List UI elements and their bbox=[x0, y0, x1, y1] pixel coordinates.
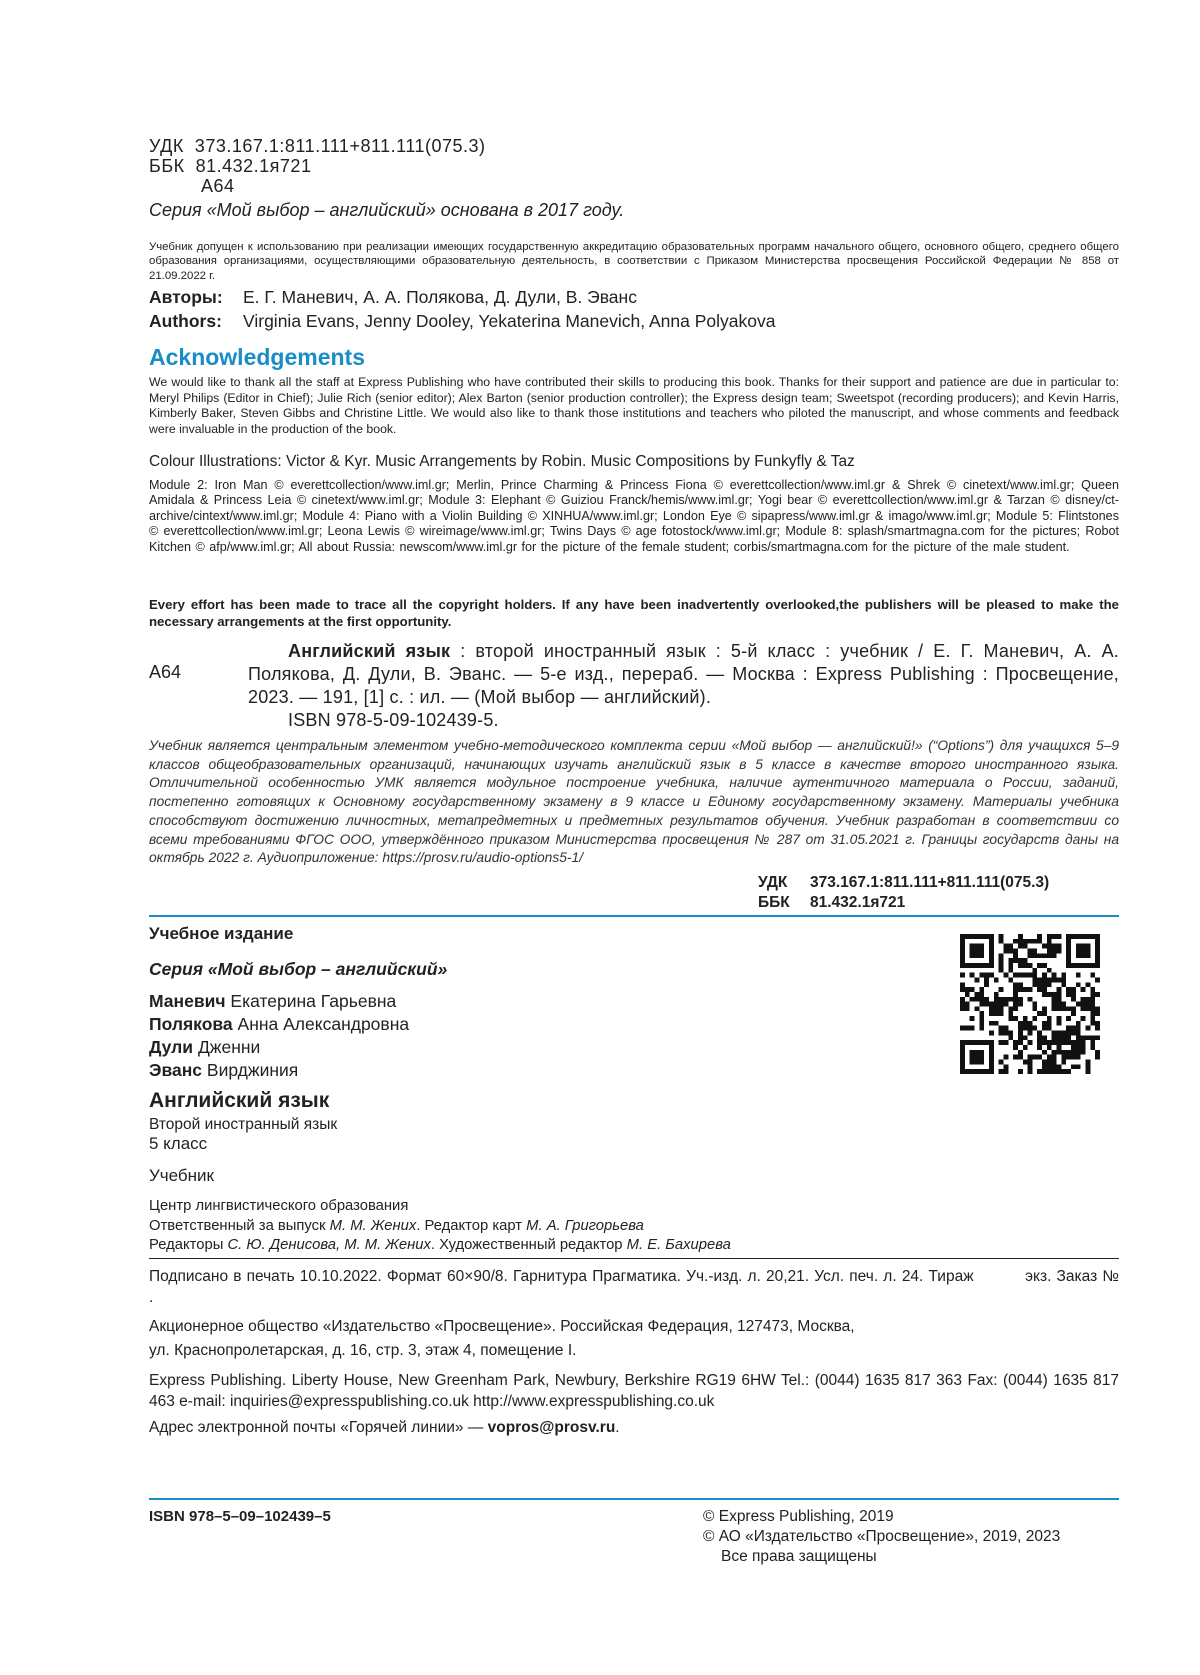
udk-value: 373.167.1:811.111+811.111(075.3) bbox=[810, 874, 1050, 891]
classification-block bbox=[149, 136, 486, 196]
udk-code: УДК 373.167.1:811.111+811.111(075.3) bbox=[149, 136, 486, 156]
center-name: Центр лингвистического образования bbox=[149, 1198, 409, 1214]
annotation: Учебник является центральным элементом учебно-методического комплекта серии «Мой выбор — английский!» (“Options”) для учащихся 5–9 классов общеобразовательных организаций, начинающих изучать английский язык в 5 классе в качестве второго иностранного языка. Отличительной особенностью УМК является модульное построение учебника, наличие аутентичного материала о России, заданий, постепенно готовящих к Основному государственному экзамену в 9 классе и Единому государственному экзамену. Материалы учебника способствуют достижению личностных, метапредметных и предметных результатов обучения. Учебник разработан в соответствии со всеми требованиями ФГОС ООО, утверждённого приказом Министерства просвещения № 287 от 31.05.2021 г. Границы государств даны на октябрь 2022 г. Аудиоприложение: https://prosv.ru/audio-options5-1/ bbox=[149, 738, 1119, 866]
author-row bbox=[149, 1013, 409, 1036]
copyright-notice: Every effort has been made to trace all the copyright holders. If any have been inadvertently overlooked,the publishers will be pleased to make the necessary arrangements at the first opportunity. bbox=[149, 597, 1119, 629]
author-sign: А64 bbox=[201, 176, 235, 196]
divider-middle bbox=[149, 1258, 1119, 1259]
biblio-isbn: ISBN 978-5-09-102439-5. bbox=[288, 710, 499, 730]
hotline-email: vopros@prosv.ru bbox=[487, 1419, 616, 1436]
module-credits: Module 2: Iron Man © everettcollection/www.iml.gr; Merlin, Prince Charming & Princess Fiona © everettcollection/www.iml.gr & Shrek © cinetext/www.iml.gr; Queen Amidala & Princess Leia © cinetext/www.iml.gr; Module 3: Elephant © Guiziou Franck/hemis/www.iml.gr; Yogi bear © everettcollection/www.iml.gr & Tarzan © disney/ct-archive/cintext/www.iml.gr; Module 4: Piano with a Violin Building © XINHUA/www.iml.gr; London Eye © sipapress/www.iml.gr & imago/www.iml.gr; Module 5: Flintstones © everettcollection/www.iml.gr; Leona Lewis © wireimage/www.iml.gr; Twins Days © age fotostock/www.iml.gr; Module 8: splash/smartmagna.com for the pictures; Robot Kitchen © afp/www.iml.gr; All about Russia: newscom/www.iml.gr for the picture of the female student; corbis/smartmagna.com for the picture of the male student. bbox=[149, 478, 1119, 554]
biblio-title: Английский язык bbox=[288, 641, 451, 661]
colour-credits: Colour Illustrations: Victor & Kyr. Music Arrangements by Robin. Music Compositions by Funkyfly & Taz bbox=[149, 453, 855, 470]
express-publishing-info: Express Publishing. Liberty House, New Greenham Park, Newbury, Berkshire RG19 6HW Tel.: (0044) 1635 817 363 Fax: (0044) 1635 817 463 e-mail: inquiries@expresspublishing.co.uk http://www.expresspublishing.co.uk bbox=[149, 1372, 1119, 1410]
authors-en bbox=[149, 311, 775, 332]
bbk-value: 81.432.1я721 bbox=[810, 894, 906, 911]
authors-ru-names: Е. Г. Маневич, А. А. Полякова, Д. Дули, В. Эванс bbox=[243, 287, 637, 307]
bibliographic-record bbox=[248, 640, 1119, 732]
copyright-block bbox=[703, 1507, 1060, 1567]
authors-ru-label: Авторы: bbox=[149, 287, 223, 307]
qr-code bbox=[960, 934, 1100, 1074]
classification-right bbox=[758, 873, 1049, 913]
authors-en-label: Authors: bbox=[149, 311, 222, 331]
isbn-footer: ISBN 978–5–09–102439–5 bbox=[149, 1508, 331, 1525]
author-name: Екатерина Гарьевна bbox=[230, 991, 397, 1011]
staff-line-2: Редакторы С. Ю. Денисова, М. М. Жених. Художественный редактор М. Е. Бахирева bbox=[149, 1237, 731, 1253]
book-type: Учебник bbox=[149, 1166, 214, 1185]
author-surname: Полякова bbox=[149, 1014, 233, 1034]
author-row bbox=[149, 1036, 409, 1059]
approval-text: Учебник допущен к использованию при реализации имеющих государственную аккредитацию образовательных программ начального общего, основного общего, среднего общего образования организациями, осуществляющими образовательную деятельность, в соответствии с Приказом Министерства просвещения Российской Федерации № 858 от 21.09.2022 г. bbox=[149, 241, 1119, 282]
author-name: Вирджиния bbox=[206, 1060, 299, 1080]
biblio-description: : второй иностранный язык : 5-й класс : учебник / Е. Г. Маневич, А. А. Полякова, Д. Дули, В. Эванс. — 5-е изд., перераб. — Москва : Express Publishing : Просвещение, 2023. — 191, [1] с. : ил. — (Мой выбор — английский). bbox=[248, 641, 1120, 707]
author-row bbox=[149, 1059, 409, 1082]
publisher-line-1: Акционерное общество «Издательство «Просвещение». Российская Федерация, 127473, Москва, bbox=[149, 1318, 855, 1335]
bbk-label: ББК bbox=[758, 894, 790, 911]
author-name: Анна Александровна bbox=[237, 1014, 410, 1034]
printing-info: Подписано в печать 10.10.2022. Формат 60×90/8. Гарнитура Прагматика. Уч.-изд. л. 20,21. Усл. печ. л. 24. Тираж экз. Заказ № . bbox=[149, 1268, 1163, 1306]
divider-bottom bbox=[149, 1498, 1119, 1500]
copyright-line-1: © Express Publishing, 2019 bbox=[703, 1508, 894, 1525]
copyright-line-2: © АО «Издательство «Просвещение», 2019, 2023 bbox=[703, 1528, 1061, 1545]
hotline-text: Адрес электронной почты «Горячей линии» — bbox=[149, 1419, 488, 1436]
divider-top bbox=[149, 915, 1119, 917]
biblio-code: А64 bbox=[149, 662, 182, 682]
series-title: Серия «Мой выбор – английский» bbox=[149, 959, 448, 979]
acknowledgements-text: We would like to thank all the staff at Express Publishing who have contributed their skills to producing this book. Thanks for their support and patience are due in particular to: Meryl Philips (Editor in Chief); Julie Rich (senior editor); Alex Barton (senior production controller); the Express design team; Sweetspot (recording producers); and Kevin Harris, Kimberly Baker, Steven Gibbs and Christine Little. We would also like to thank those institutions and teachers who piloted the manuscript, and whose comments and feedback were invaluable in the production of the book. bbox=[149, 375, 1119, 436]
publisher-line-2: ул. Краснопролетарская, д. 16, стр. 3, этаж 4, помещение I. bbox=[149, 1342, 577, 1359]
author-row bbox=[149, 990, 409, 1013]
book-title: Английский язык bbox=[149, 1089, 330, 1112]
series-note: Серия «Мой выбор – английский» основана в 2017 году. bbox=[149, 200, 625, 220]
editorial-staff bbox=[149, 1197, 731, 1256]
author-name: Дженни bbox=[197, 1037, 261, 1057]
book-subtitle: Второй иностранный язык bbox=[149, 1116, 338, 1133]
publisher-address bbox=[149, 1315, 855, 1363]
author-surname: Маневич bbox=[149, 991, 226, 1011]
authors-list bbox=[149, 990, 409, 1082]
author-surname: Эванс bbox=[149, 1060, 203, 1080]
author-surname: Дули bbox=[149, 1037, 194, 1057]
authors-en-names: Virginia Evans, Jenny Dooley, Yekaterina Manevich, Anna Polyakova bbox=[243, 311, 776, 331]
bbk-code: ББК 81.432.1я721 bbox=[149, 156, 312, 176]
rights-reserved: Все права защищены bbox=[721, 1548, 877, 1565]
udk-label: УДК bbox=[758, 874, 788, 891]
acknowledgements-title: Acknowledgements bbox=[149, 344, 365, 370]
edition-type: Учебное издание bbox=[149, 924, 294, 943]
authors-ru bbox=[149, 287, 637, 308]
staff-line-1: Ответственный за выпуск М. М. Жених. Редактор карт М. А. Григорьева bbox=[149, 1217, 644, 1234]
book-grade: 5 класс bbox=[149, 1134, 208, 1153]
hotline: Адрес электронной почты «Горячей линии» — vopros@prosv.ru. bbox=[149, 1419, 620, 1436]
